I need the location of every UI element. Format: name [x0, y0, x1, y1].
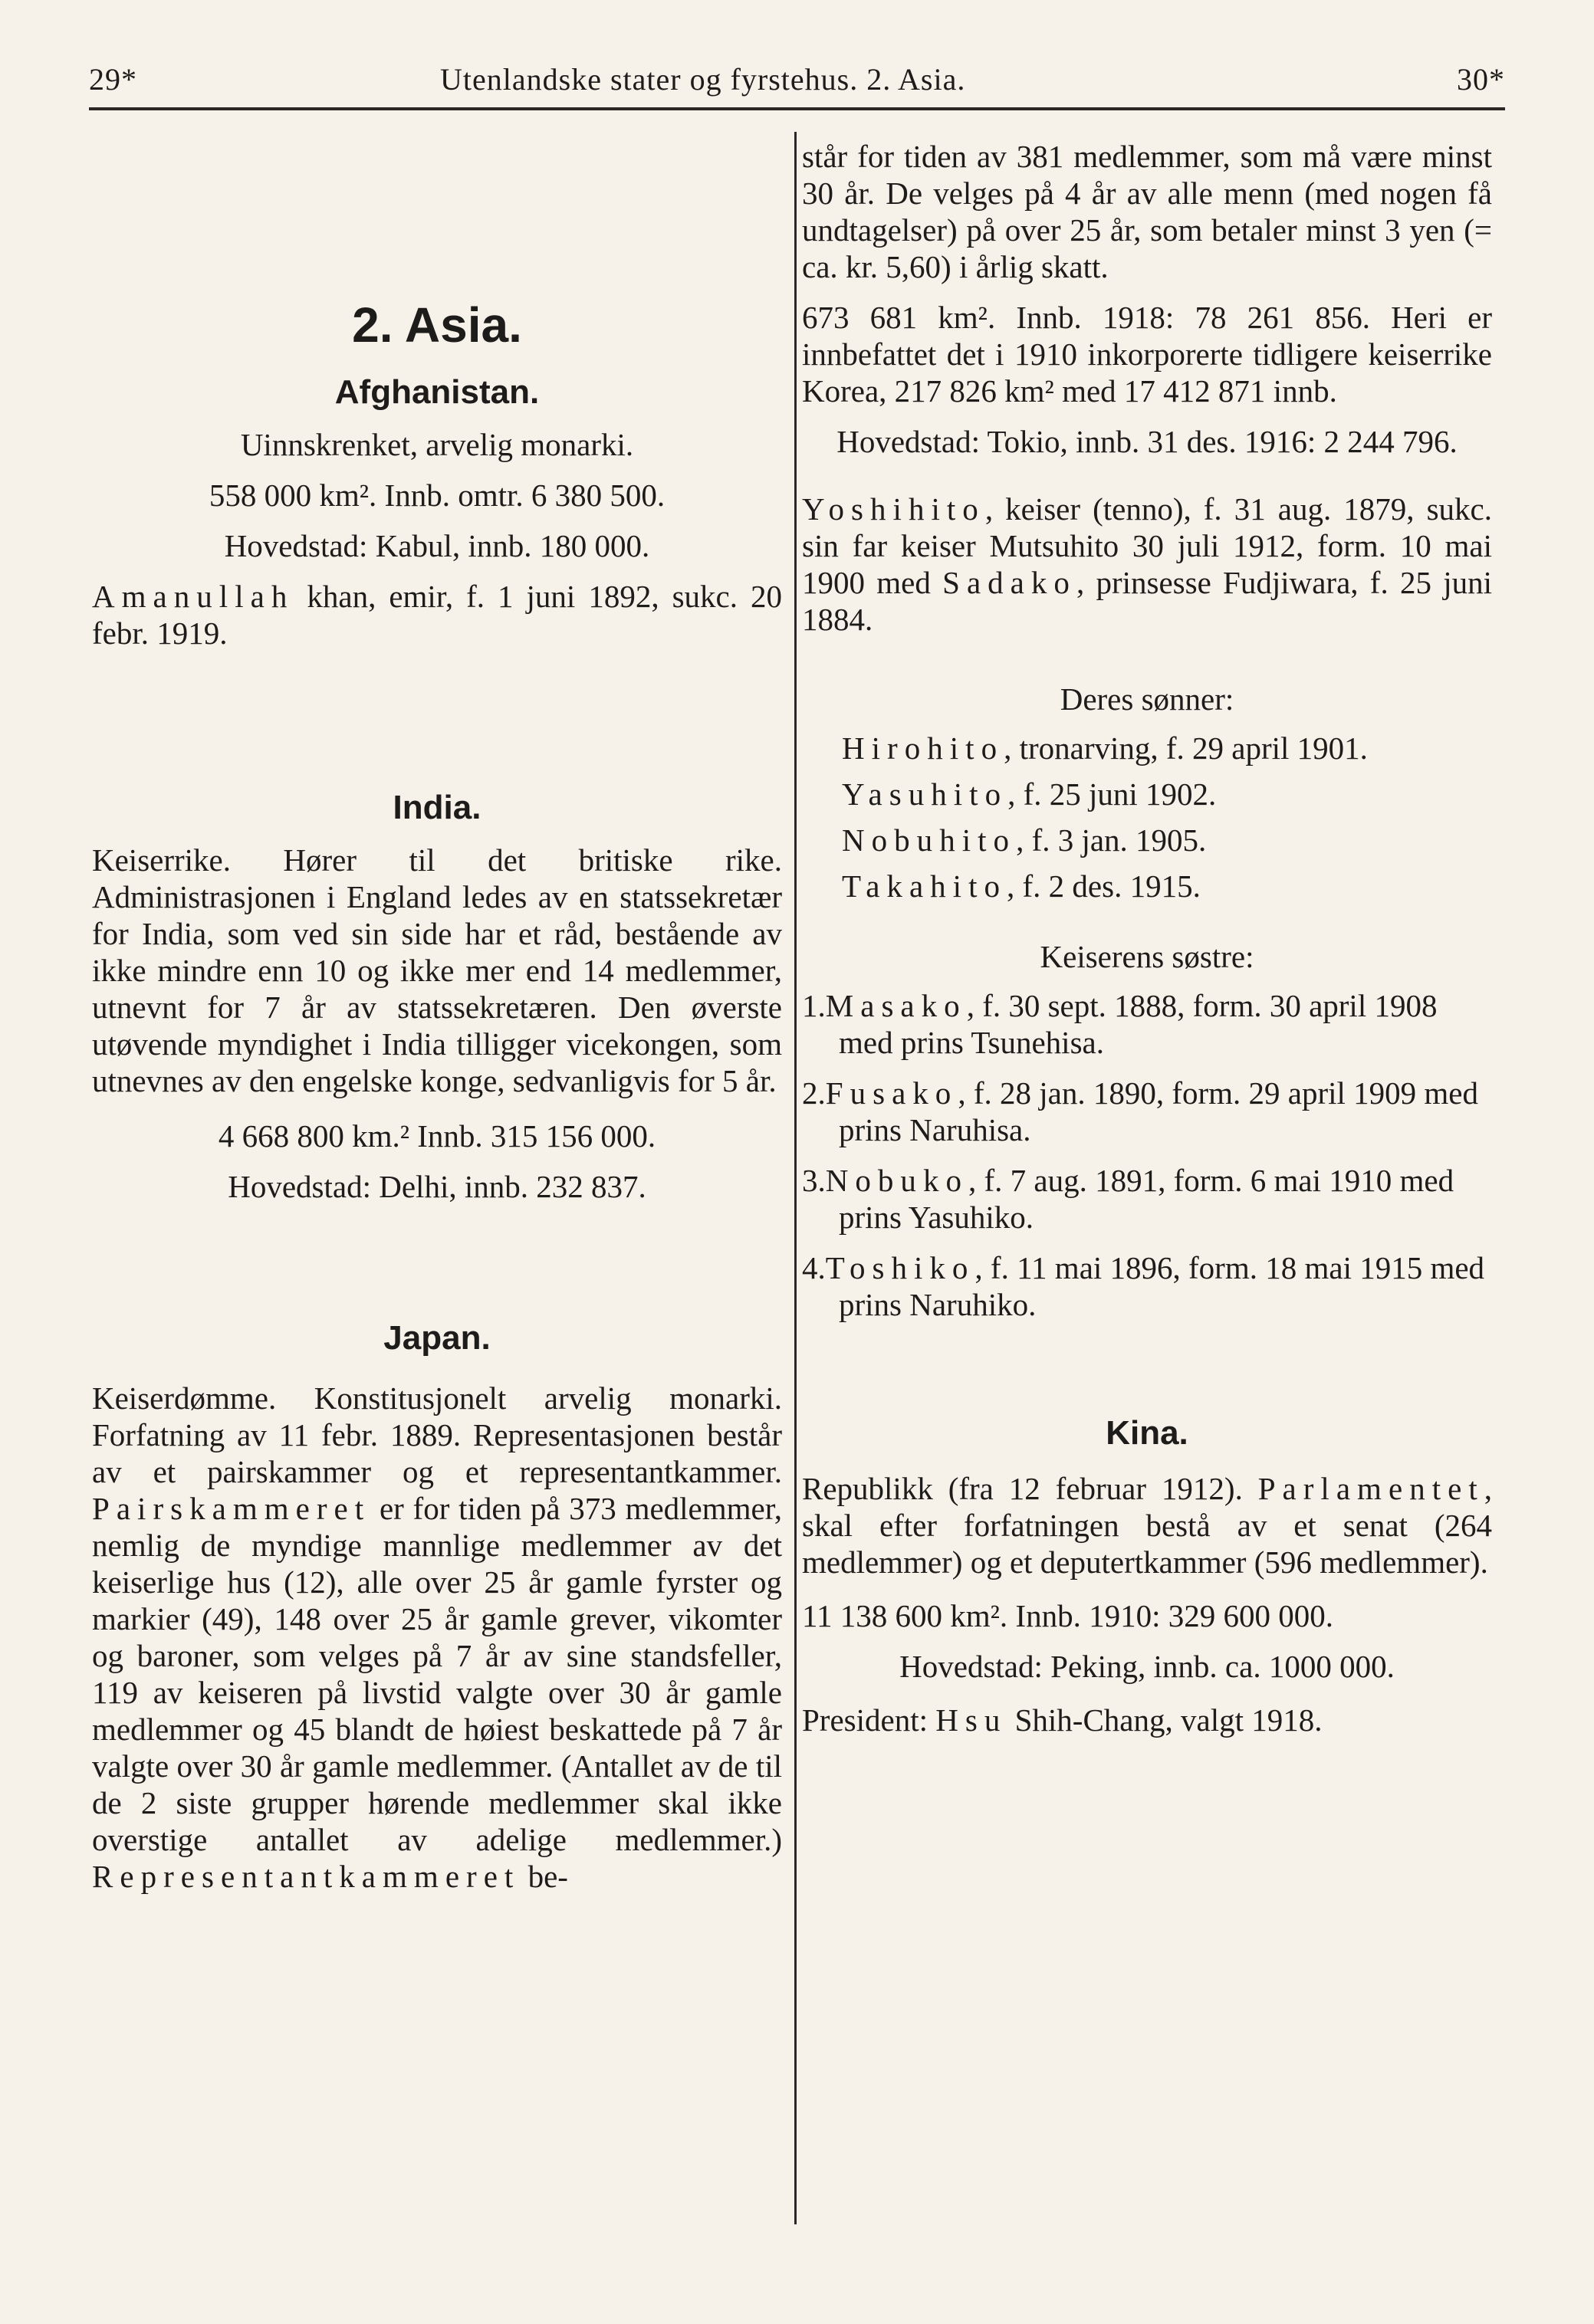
- sisters-heading: Keiserens søstre:: [1040, 939, 1254, 974]
- sister-number: 1.: [802, 988, 826, 1023]
- sons-heading: Deres sønner:: [1060, 681, 1234, 717]
- india-title: India.: [393, 789, 481, 826]
- sister-name: Masako: [825, 988, 967, 1023]
- emperor-name: Yoshihito: [802, 491, 985, 527]
- running-header: [89, 61, 1505, 104]
- sister-name: Toshiko: [825, 1250, 975, 1285]
- president-name: Hsu: [935, 1702, 1007, 1738]
- sister-name: Nobuko: [825, 1163, 968, 1198]
- sister-name: Fusako: [825, 1075, 958, 1111]
- kina-text-b: , skal efter forfatningen bestå av et senat (264 medlemmer) og et deputertkammer (596 medlemmer).: [802, 1471, 1492, 1580]
- header-title: Utenlandske stater og fyrstehus. 2. Asia.: [440, 62, 966, 97]
- japan-text-c: be-: [520, 1859, 568, 1894]
- header-rule: [89, 107, 1505, 110]
- sister-text: , f. 28 jan. 1890, form. 29 april 1909 med prins Naruhisa.: [839, 1075, 1478, 1147]
- sister-text: , f. 11 mai 1896, form. 18 mai 1915 med prins Naruhiko.: [839, 1250, 1485, 1322]
- japan-title: Japan.: [383, 1319, 491, 1357]
- sister-entry: [802, 1075, 1492, 1148]
- son-entry: [802, 822, 1492, 858]
- son-text: , f. 3 jan. 1905.: [1016, 822, 1207, 858]
- right-column: [802, 138, 1492, 1738]
- japan-continued: står for tiden av 381 medlemmer, som må være minst 30 år. De velges på 4 år av alle menn (med nogen få undtagelser) på over 25 år, som betaler minst 3 yen (= ca. kr. 5,60) i årlig skatt.: [802, 139, 1492, 284]
- son-text: , tronarving, f. 29 april 1901.: [1004, 730, 1368, 766]
- kina-area: 11 138 600 km². Innb. 1910: 329 600 000.: [802, 1598, 1333, 1633]
- page-number-right: 30*: [1457, 62, 1505, 97]
- word-parlamentet: Parlamentet: [1257, 1471, 1484, 1506]
- sister-number: 3.: [802, 1163, 826, 1198]
- afghanistan-ruler: [92, 578, 782, 652]
- ruler-text: khan, emir, f. 1 juni 1892, sukc. 20 febr. 1919.: [92, 579, 782, 651]
- afghanistan-area: 558 000 km². Innb. omtr. 6 380 500.: [209, 478, 666, 513]
- word-representantkammeret: Representantkammeret: [92, 1859, 521, 1894]
- emperor-entry: [802, 491, 1492, 638]
- sister-number: 2.: [802, 1075, 826, 1111]
- left-column: [92, 138, 782, 1895]
- emperor-text-b: , prinsesse Fudjiwara, f. 25 juni 1884.: [802, 565, 1493, 637]
- son-entry: [802, 868, 1492, 904]
- sister-text: , f. 30 sept. 1888, form. 30 april 1908 med prins Tsunehisa.: [839, 988, 1438, 1060]
- japan-text-b: er for tiden på 373 medlemmer, nemlig de myndige mannlige medlemmer av det keiserlige hus (12), alle over 25 år gamle fyrster og markier (49), 148 over 25 år gamle grever, vikomter og baroner, som velges på 7 år av sine standsfeller, 119 av keiseren på livstid valgte over 30 år gamle medlemmer og 45 blandt de høiest beskattede på 7 år valgte over 30 år gamle medlemmer. (Antallet av de til de 2 siste grupper hørende medlemmer skal ikke overstige antallet av adelige medlemmer.): [92, 1491, 782, 1857]
- emperor-text-a: , keiser (tenno), f. 31 aug. 1879, sukc. sin far keiser Mutsuhito 30 juli 1912, form. 10 mai 1900 med: [802, 491, 1492, 600]
- sister-entry: [802, 1162, 1492, 1236]
- japan-area: 673 681 km². Innb. 1918: 78 261 856. Heri er innbefattet det i 1910 inkorporerte tidligere keiserrike Korea, 217 826 km² med 17 412 871 innb.: [802, 300, 1492, 409]
- son-name: Nobuhito: [842, 822, 1017, 858]
- sister-entry: [802, 987, 1492, 1061]
- kina-title: Kina.: [1106, 1414, 1188, 1452]
- kina-text: [802, 1470, 1492, 1581]
- japan-text-a: Keiserdømme. Konstitusjonelt arvelig monarki. Forfatning av 11 febr. 1889. Representasjonen består av et pairskammer og et representantkammer.: [92, 1380, 782, 1489]
- afghanistan-type: Uinnskrenket, arvelig monarki.: [240, 427, 634, 462]
- president-text: Shih-Chang, valgt 1918.: [1007, 1702, 1323, 1738]
- afghanistan-title: Afghanistan.: [334, 373, 540, 411]
- kina-text-a: Republikk (fra 12 februar 1912).: [802, 1471, 1258, 1506]
- kina-president: [802, 1702, 1492, 1738]
- son-name: Hirohito: [842, 730, 1004, 766]
- column-divider: [794, 132, 797, 2224]
- sister-entry: [802, 1249, 1492, 1323]
- son-entry: [802, 776, 1492, 812]
- india-capital: Hovedstad: Delhi, innb. 232 837.: [228, 1169, 646, 1204]
- son-name: Takahito: [842, 868, 1007, 904]
- son-text: , f. 25 juni 1902.: [1007, 776, 1217, 812]
- japan-text: [92, 1380, 782, 1895]
- word-pairskammeret: Pairskammeret: [92, 1491, 371, 1526]
- kina-capital: Hovedstad: Peking, innb. ca. 1000 000.: [899, 1649, 1395, 1684]
- india-area: 4 668 800 km.² Innb. 315 156 000.: [218, 1118, 656, 1154]
- page-number-left: 29*: [89, 62, 137, 97]
- son-entry: [802, 730, 1492, 766]
- son-name: Yasuhito: [842, 776, 1008, 812]
- sister-number: 4.: [802, 1250, 826, 1285]
- sister-text: , f. 7 aug. 1891, form. 6 mai 1910 med prins Yasuhiko.: [839, 1163, 1454, 1235]
- afghanistan-capital: Hovedstad: Kabul, innb. 180 000.: [224, 528, 650, 563]
- japan-capital: Hovedstad: Tokio, innb. 31 des. 1916: 2 244 796.: [836, 424, 1458, 459]
- president-label: President:: [802, 1702, 936, 1738]
- india-text: Keiserrike. Hører til det britiske rike. Administrasjonen i England ledes av en statssekretær for India, som ved sin side har et råd, bestående av ikke mindre enn 10 og ikke mer end 14 medlemmer, utnevnt for 7 år av statssekretæren. Den øverste utøvende myndighet i India tilligger vicekongen, som utnevnes av den engelske konge, sedvanligvis for 5 år.: [92, 842, 782, 1098]
- son-text: , f. 2 des. 1915.: [1007, 868, 1201, 904]
- spouse-name: Sadako: [942, 565, 1076, 600]
- ruler-name: Amanullah: [92, 579, 294, 614]
- section-title: 2. Asia.: [352, 297, 522, 353]
